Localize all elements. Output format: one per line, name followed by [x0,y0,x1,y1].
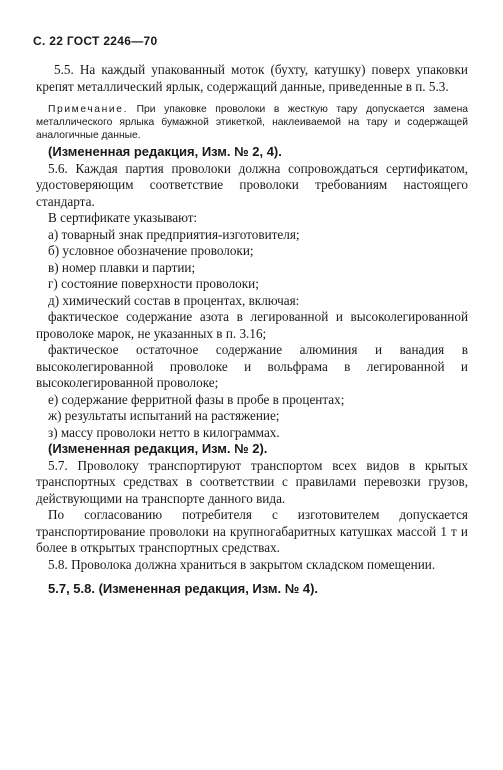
nitrogen-content: фактическое содержание азота в легированной и высоколегированной проволоке марок, не указанных в п. 3.16; [36,309,468,341]
paragraph-5-5: 5.5. На каждый упакованный моток (бухту, катушку) поверх упаковки крепят металлический ярлык, содержащий данные, приведенные в п. 5.3. [36,62,468,94]
note [36,103,468,142]
certificate-intro: В сертификате указывают: [48,210,198,225]
amendment-note-3: 5.7, 5.8. (Измененная редакция, Изм. № 4). [48,581,319,596]
note-label: Примечание. [48,104,129,115]
list-item-v: в) номер плавки и партии; [48,259,196,275]
page-header: С. 22 ГОСТ 2246—70 [33,34,158,48]
amendment-note-2: (Измененная редакция, Изм. № 2). [48,441,268,456]
paragraph-5-7: 5.7. Проволоку транспортируют транспортом всех видов в крытых транспортных средствах в соответствии с правилами перевозки грузов, действующими на транспорте данного вида. [36,457,468,506]
aluminium-content: фактическое остаточное содержание алюминия и ванадия в высоколегированной проволоке и вольфрама в легированной и высоколегированной проволоке; [36,342,468,390]
certificate-list [36,210,468,309]
list-item-zh: ж) результаты испытаний на растяжение; [48,408,280,423]
certificate-list-cont [36,392,468,442]
list-item-g: г) состояние поверхности проволоки; [48,276,259,291]
amendment-note-1: (Измененная редакция, Изм. № 2, 4). [48,144,282,159]
list-item-a: а) товарный знак предприятия-изготовителя; [48,226,300,242]
paragraph-5-7-agreement: По согласованию потребителя с изготовителем допускается транспортирование проволоки на крупногабаритных катушках массой 1 т и более в открытых транспортных средствах. [36,507,468,555]
paragraph-5-6: 5.6. Каждая партия проволоки должна сопровождаться сертификатом, удостоверяющим соответствие проволоки требованиям настоящего стандарта. [36,160,468,209]
list-item-z: з) массу проволоки нетто в килограммах. [48,424,280,440]
document-body [36,62,468,598]
paragraph-5-8: 5.8. Проволока должна храниться в закрытом складском помещении. [48,556,436,572]
list-item-e: е) содержание ферритной фазы в пробе в процентах; [48,391,345,407]
list-item-d: д) химический состав в процентах, включая: [48,292,300,308]
note-text: При упаковке проволоки в жесткую тару допускается замена металлического ярлыка бумажной этикеткой, наклеиваемой на тару и содержащей аналогичные данные. [36,104,468,141]
list-item-b: б) условное обозначение проволоки; [48,243,254,258]
